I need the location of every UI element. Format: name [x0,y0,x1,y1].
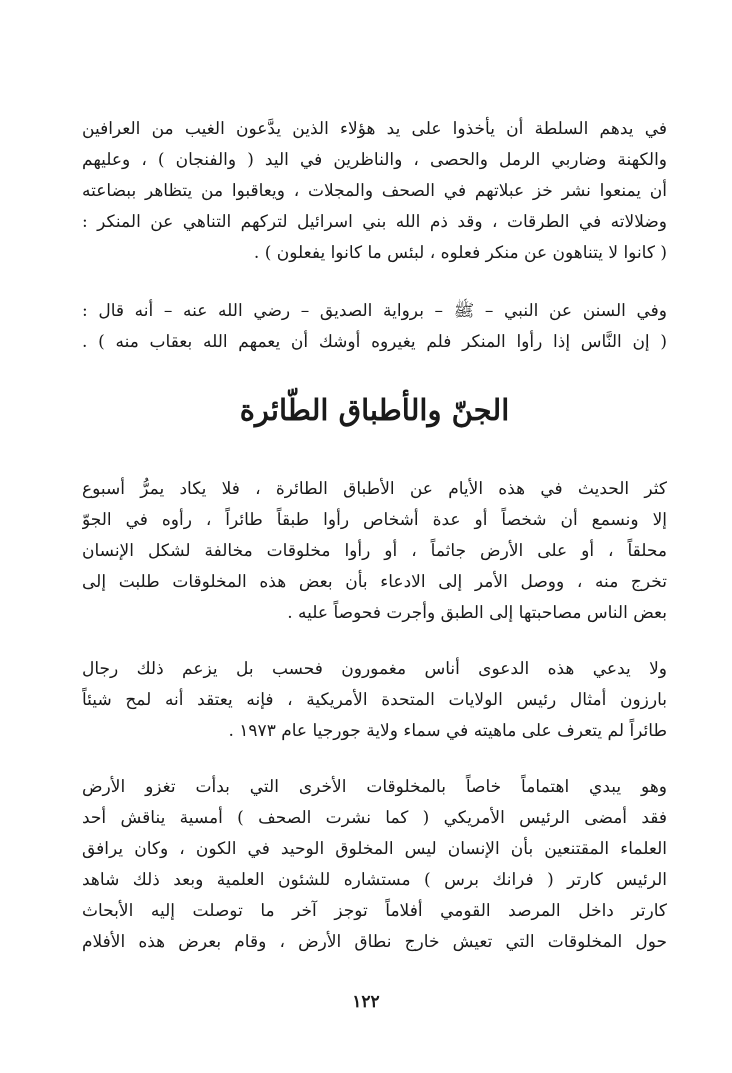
text-line: ( كانوا لا يتناهون عن منكر فعلوه ، لبئس ما كانوا يفعلون ) . [253,243,667,263]
text-line: العلماء المقتنعين بأن الإنسان ليس المخلوق الوحيد في الكون ، وكان يرافق [82,839,667,859]
text-line: ولا يدعي هذه الدعوى أناس مغمورون فحسب بل يزعم ذلك رجال [82,659,667,679]
text-line: كثر الحديث في هذه الأيام عن الأطباق الطائرة ، فلا يكاد يمرُّ أسبوع [82,479,667,499]
paragraph-4 [82,654,667,747]
text-line: تخرج منه ، ووصل الأمر إلى الادعاء بأن بعض هذه المخلوقات طلبت إلى [82,572,667,592]
paragraph-2 [82,296,667,358]
text-line: وهو يبدي اهتماماً خاصاً بالمخلوقات الأخرى التي بدأت تغزو الأرض [82,777,667,797]
page-number: ١٢٢ [352,992,380,1012]
text-line: حول المخلوقات التي تعيش خارج نطاق الأرض ، وقام بعرض هذه الأفلام [82,932,667,952]
section-heading: الجنّ والأطباق الطّائرة [239,393,510,427]
text-line: بعض الناس مصاحبتها إلى الطبق وأجرت فحوصاً عليه . [287,603,667,623]
text-line: كارتر داخل المرصد القومي أفلاماً توجز آخر ما توصلت إليه الأبحاث [82,901,667,921]
text-line: إلا ونسمع أن شخصاً أو عدة أشخاص رأوا طبقاً طائراً ، رأوه في الجوّ [82,510,667,530]
text-line: في يدهم السلطة أن يأخذوا على يد هؤلاء الذين يدَّعون الغيب من العرافين [82,119,667,139]
text-line: والكهنة وضاربي الرمل والحصى ، والناظرين في اليد ( والفنجان ) ، وعليهم [82,150,667,170]
text-line: وضلالاته في الطرقات ، وقد ذم الله بني اسرائيل لتركهم التناهي عن المنكر : [82,212,667,232]
text-line: بارزون أمثال رئيس الولايات المتحدة الأمريكية ، فإنه يعتقد أنه لمح شيئاً [82,690,667,710]
text-line: طائراً لم يتعرف على ماهيته في سماء ولاية جورجيا عام ١٩٧٣ . [228,721,667,741]
text-line: الرئيس كارتر ( فرانك برس ) مستشاره للشئون العلمية وبعد ذلك شاهد [82,870,667,890]
paragraph-1 [82,114,667,269]
text-line: أن يمنعوا نشر خز عبلاتهم في الصحف والمجلات ، ويعاقبوا من يتظاهر ببضاعته [82,181,667,201]
text-line: وفي السنن عن النبي – ﷺ – برواية الصديق – رضي الله عنه – أنه قال : [82,301,667,321]
paragraph-3 [82,474,667,629]
text-line: ( إن النَّاس إذا رأوا المنكر فلم يغيروه أوشك أن يعمهم الله بعقاب منه ) . [82,332,667,352]
paragraph-5 [82,772,667,958]
text-line: محلقاً ، أو على الأرض جاثماً ، أو رأوا مخلوقات مخالفة لشكل الإنسان [82,541,667,561]
text-line: فقد أمضى الرئيس الأمريكي ( كما نشرت الصحف ) أمسية يناقش أحد [82,808,667,828]
